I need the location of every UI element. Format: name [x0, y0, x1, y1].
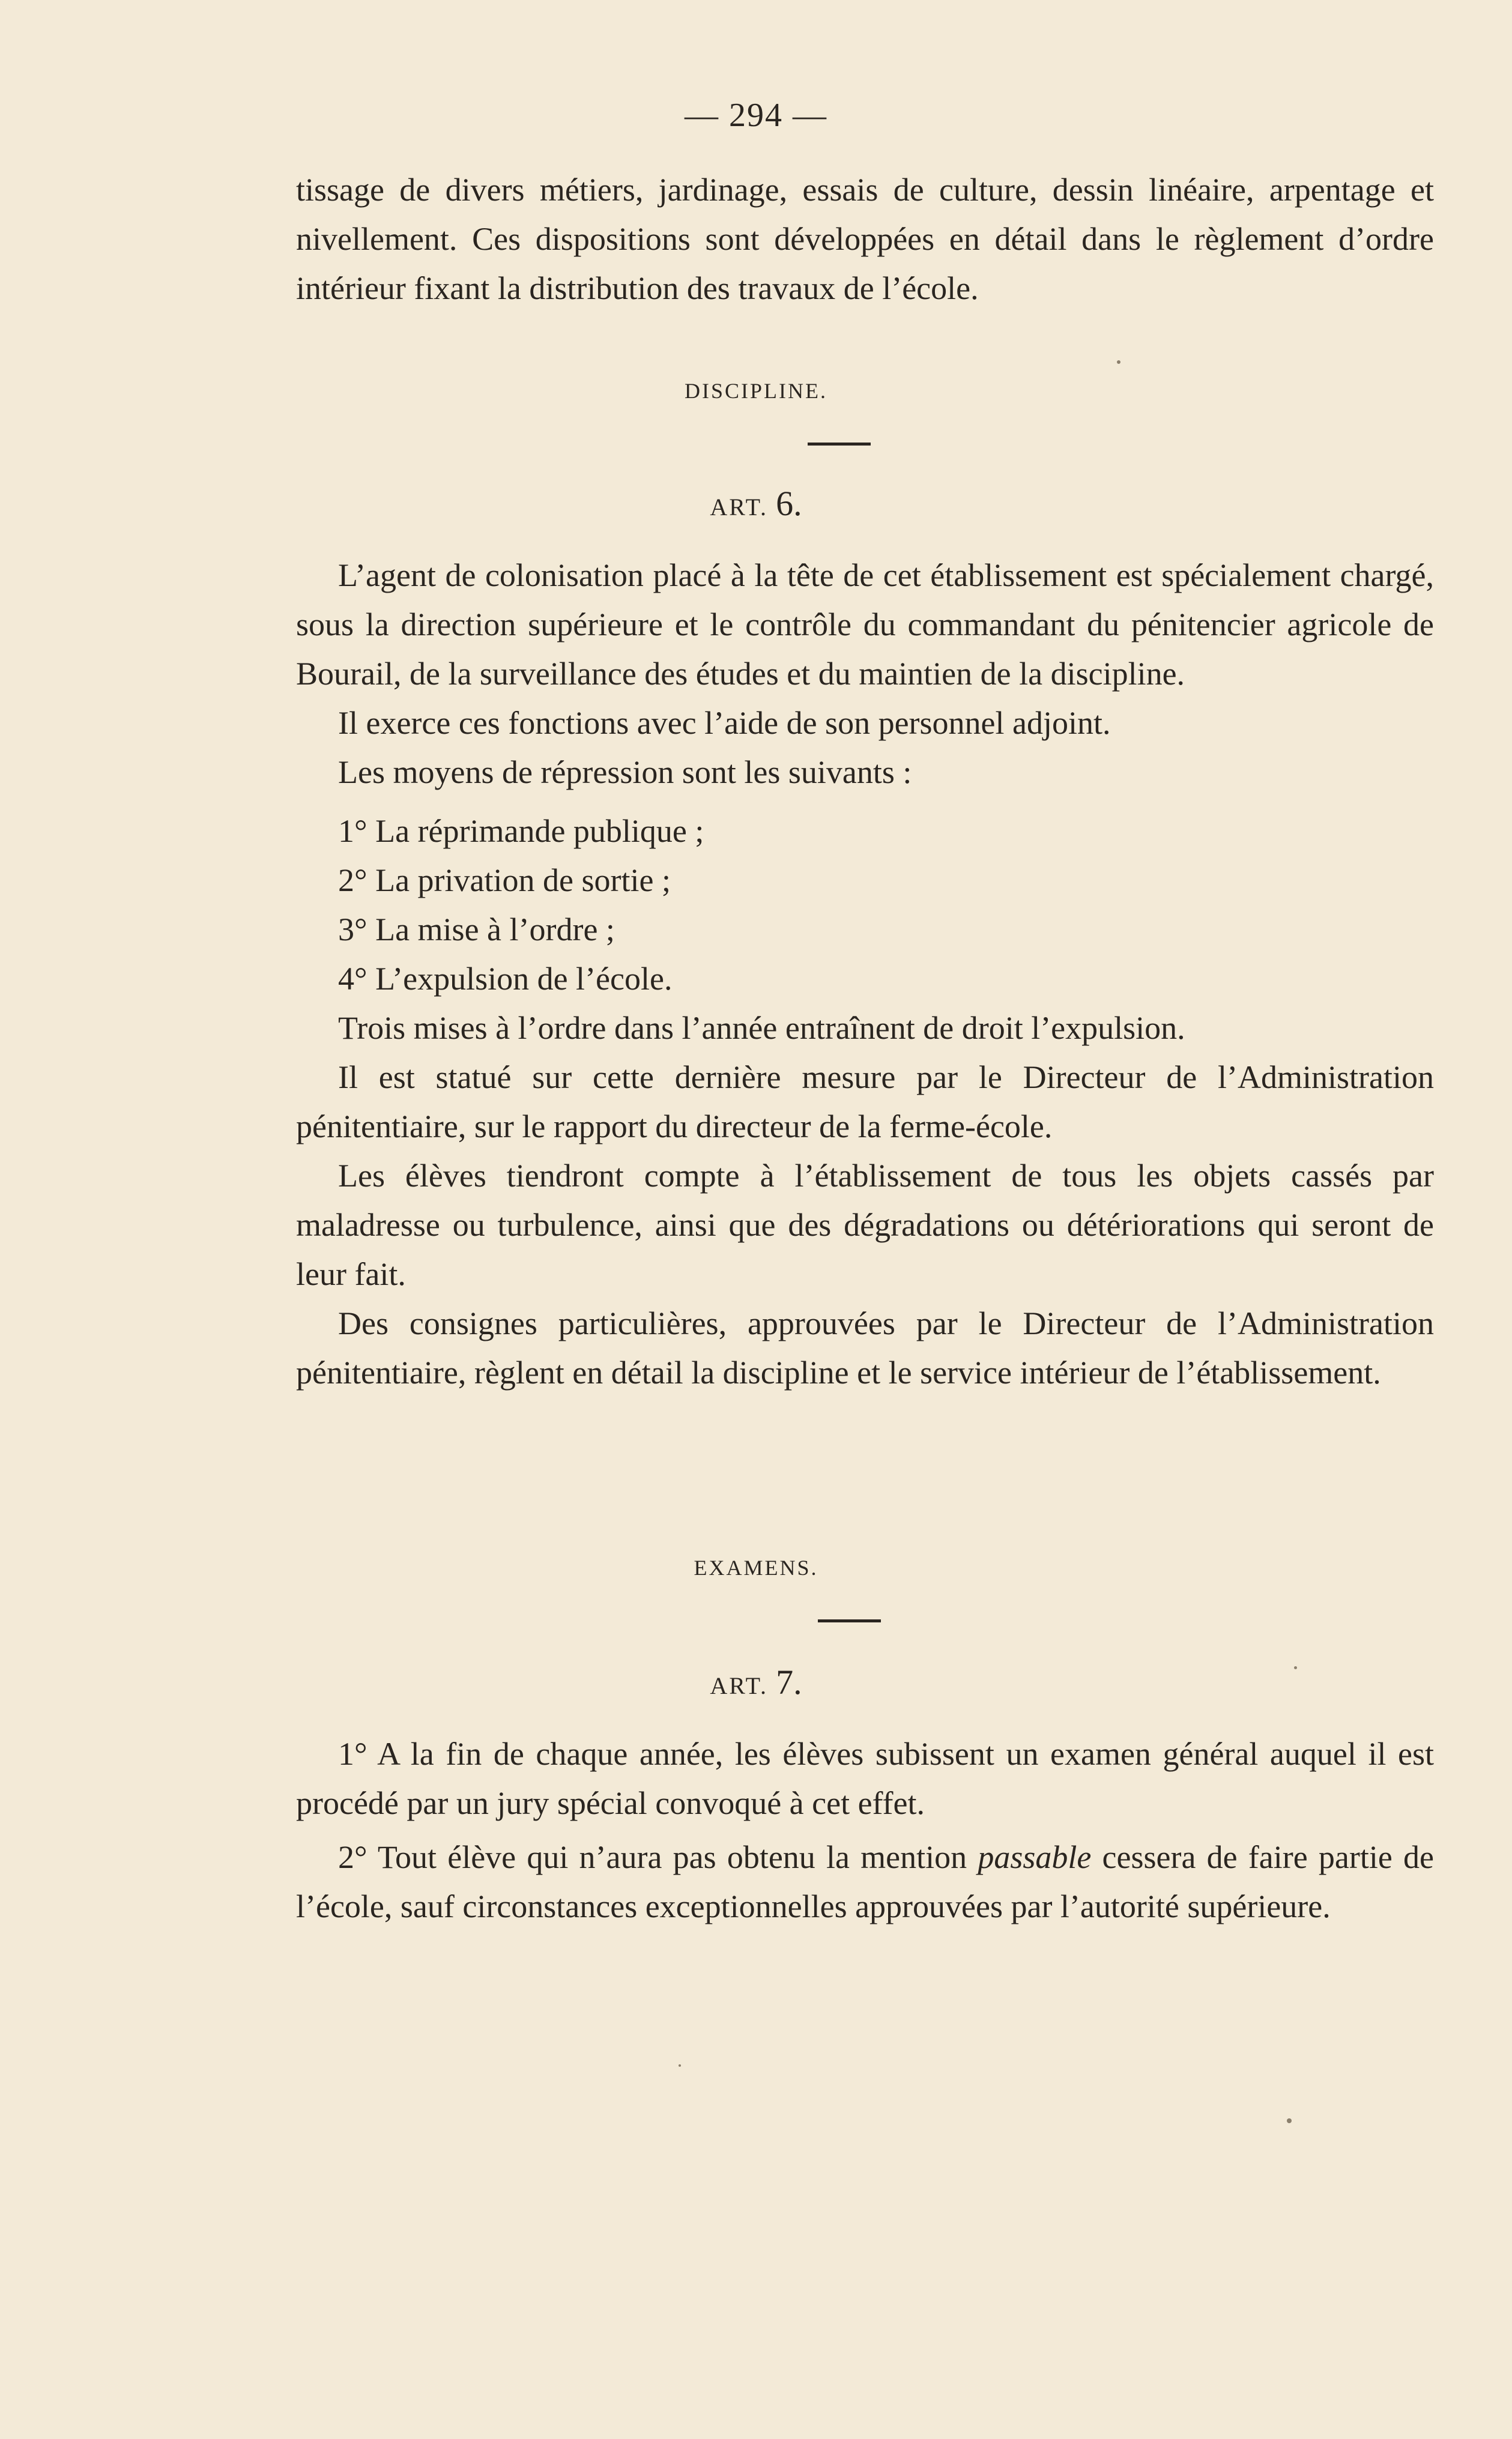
- paragraph: [296, 1833, 1434, 1931]
- italic-term: passable: [978, 1839, 1092, 1875]
- paper-speck: [1117, 360, 1120, 364]
- list-item: 3° La mise à l’ordre ;: [338, 911, 615, 947]
- paragraph: Les élèves tiendront compte à l’établissement de tous les objets cassés par maladresse ou turbulence, ainsi que des dégradations ou détériorations qui seront de leur fait.: [296, 1158, 1434, 1292]
- article-number: 7.: [776, 1663, 802, 1702]
- paragraph: Trois mises à l’ordre dans l’année entraînent de droit l’expulsion.: [338, 1010, 1185, 1046]
- article-prefix: ART.: [710, 1672, 769, 1699]
- section-heading-discipline: DISCIPLINE.: [685, 379, 827, 403]
- paper-speck: [679, 2064, 681, 2067]
- article-heading-7: [0, 1662, 1512, 1702]
- page-number: — 294 —: [685, 97, 827, 134]
- article-heading-6: [0, 483, 1512, 524]
- paragraph: L’agent de colonisation placé à la tête de cet établissement est spécialement chargé, sous la direction supérieure et le contrôle du commandant du pénitencier agricole de Bourail, de la surveillance des études et du maintien de la discipline.: [296, 557, 1434, 692]
- paragraph-part: cessera de faire partie de l’école, sauf circonstances exceptionnelles approuvées par l’autorité supérieure.: [296, 1839, 1435, 1924]
- paragraph: 1° A la fin de chaque année, les élèves subissent un examen général auquel il est procédé par un jury spécial convoqué à cet effet.: [296, 1736, 1434, 1821]
- list-item: 1° La réprimande publique ;: [338, 813, 704, 849]
- paragraph-part: 2° Tout élève qui n’aura pas obtenu la mention: [338, 1839, 978, 1875]
- paragraph: Il exerce ces fonctions avec l’aide de son personnel adjoint.: [338, 705, 1111, 741]
- intro-paragraph: [296, 165, 1434, 313]
- intro-paragraph-text: tissage de divers métiers, jardinage, essais de culture, dessin linéaire, arpentage et nivellement. Ces dispositions sont développées en détail dans le règlement d’ordre intérieur fixant la distribution des travaux de l’école.: [296, 172, 1434, 306]
- section-divider-rule: [808, 443, 871, 446]
- discipline-body: [296, 551, 1434, 1397]
- article-prefix: ART.: [710, 494, 769, 521]
- section-divider-rule: [818, 1619, 881, 1622]
- paragraph: Il est statué sur cette dernière mesure par le Directeur de l’Administration pénitentiaire, sur le rapport du directeur de la ferme-école.: [296, 1059, 1434, 1144]
- list-item: 4° L’expulsion de l’école.: [338, 961, 673, 997]
- paper-speck: [1294, 1666, 1297, 1669]
- section-heading-examens: EXAMENS.: [694, 1556, 818, 1580]
- paragraph: Des consignes particulières, approuvées par le Directeur de l’Administration pénitentiaire, règlent en détail la discipline et le service intérieur de l’établissement.: [296, 1305, 1434, 1391]
- paragraph: Les moyens de répression sont les suivants :: [338, 754, 912, 790]
- list-item: 2° La privation de sortie ;: [338, 862, 671, 898]
- paper-speck: [1287, 2118, 1292, 2123]
- article-number: 6.: [776, 484, 802, 523]
- examens-body: [296, 1729, 1434, 1931]
